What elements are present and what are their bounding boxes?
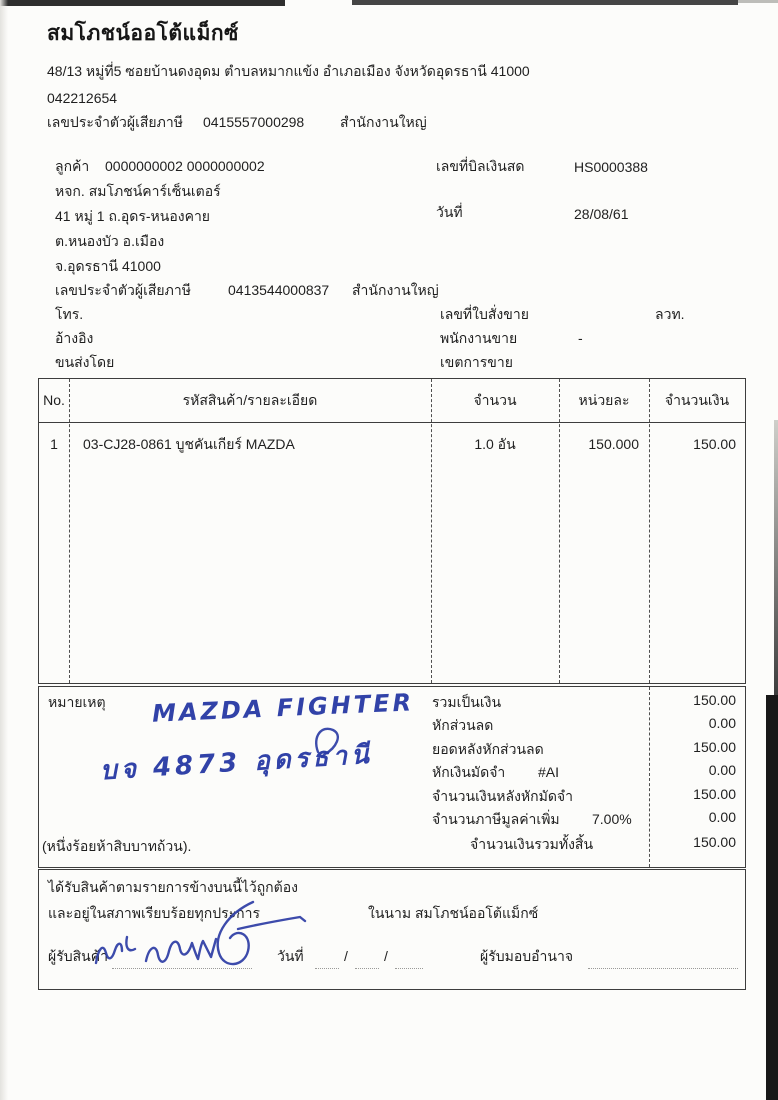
sale-order-label: เลขที่ใบสั่งขาย [440, 306, 529, 322]
scan-edge-top-right [352, 0, 738, 5]
sale-area-label: เขตการขาย [440, 354, 513, 370]
customer-branch: สำนักงานใหญ่ [352, 282, 439, 298]
date-slash-2: / [384, 948, 388, 964]
authorized-label: ผู้รับมอบอำนาจ [480, 948, 574, 964]
salesperson-value: - [578, 330, 583, 346]
bill-date-label: วันที่ [436, 204, 463, 220]
footer-date-label: วันที่ [277, 948, 304, 964]
summary-amount-deposit: 0.00 [708, 762, 736, 778]
customer-label: ลูกค้า [55, 158, 90, 174]
summary-amount-discount: 0.00 [708, 715, 736, 731]
company-name: สมโภชน์ออโต้แม็กซ์ [47, 22, 239, 45]
company-branch: สำนักงานใหญ่ [340, 114, 427, 130]
receiver-signature-line [112, 968, 252, 969]
scan-edge-top-corner [738, 0, 778, 3]
company-tax-id: 0415557000298 [203, 114, 305, 130]
table-col-line-1 [69, 379, 70, 683]
col-header-qty: จำนวน [473, 392, 517, 408]
phone-label: โทร. [55, 306, 84, 322]
scan-edge-top-left [0, 0, 285, 6]
company-tax-id-label: เลขประจำตัวผู้เสียภาษี [47, 114, 183, 130]
reference-label: อ้างอิง [55, 330, 94, 346]
amount-in-words: (หนึ่งร้อยห้าสิบบาทถ้วน). [42, 838, 192, 854]
table-col-line-2 [431, 379, 432, 683]
salesperson-label: พนักงานขาย [440, 330, 518, 346]
bill-no-label: เลขที่บิลเงินสด [436, 158, 525, 174]
summary-label-after-discount: ยอดหลังหักส่วนลด [432, 741, 544, 757]
customer-address2: ต.หนองบัว อ.เมือง [55, 233, 165, 249]
item-row-description: 03-CJ28-0861 บูชคันเกียร์ MAZDA [83, 436, 295, 452]
lwt-label: ลวท. [655, 306, 685, 322]
table-col-line-4 [649, 379, 650, 683]
col-header-description: รหัสสินค้า/รายละเอียด [182, 392, 318, 408]
summary-label-grand-total: จำนวนเงินรวมทั้งสิ้น [470, 836, 594, 852]
scan-edge-right-upper [774, 420, 778, 700]
items-table [38, 378, 746, 684]
summary-label-discount: หักส่วนลด [432, 717, 494, 733]
date-slash-1: / [344, 948, 348, 964]
summary-amount-after-deposit: 150.00 [693, 786, 736, 802]
col-header-no: No. [43, 392, 65, 408]
col-header-unit-price: หน่วยละ [578, 392, 630, 408]
scan-edge-left [0, 0, 8, 1100]
customer-address1: 41 หมู่ 1 ถ.อุดร-หนองคาย [55, 208, 211, 224]
customer-name: หจก. สมโภชน์คาร์เซ็นเตอร์ [55, 183, 221, 199]
summary-deposit-code: #AI [538, 764, 560, 780]
item-row-amount: 150.00 [693, 436, 736, 452]
item-row-qty: 1.0 อัน [474, 436, 516, 452]
company-address: 48/13 หมู่ที่5 ซอยบ้านดงอุดม ตำบลหมากแข้ง อำเภอเมือง จังหวัดอุดรธานี 41000 [47, 63, 530, 79]
handwritten-license-plate: บจ 4873 อุดรธานี [99, 739, 374, 787]
customer-address3: จ.อุดรธานี 41000 [55, 258, 161, 274]
bill-date: 28/08/61 [574, 206, 629, 222]
summary-label-after-deposit: จำนวนเงินหลังหักมัดจำ [432, 788, 573, 804]
summary-label-vat: จำนวนภาษีมูลค่าเพิ่ม [432, 811, 560, 827]
received-statement-line2: และอยู่ในสภาพเรียบร้อยทุกประการ [48, 905, 261, 921]
summary-amount-after-discount: 150.00 [693, 739, 736, 755]
handwritten-vehicle-model: MAZDA FIGHTER [151, 688, 415, 728]
shipped-by-label: ขนส่งโดย [55, 354, 115, 370]
bill-no: HS0000388 [574, 159, 648, 175]
customer-code: 0000000002 0000000002 [105, 158, 265, 174]
table-col-line-3 [559, 379, 560, 683]
date-month-line [355, 968, 379, 969]
received-statement-line1: ได้รับสินค้าตามรายการข้างบนนี้ไว้ถูกต้อง [48, 879, 298, 895]
item-row-no: 1 [50, 436, 58, 452]
summary-amount-subtotal: 150.00 [693, 692, 736, 708]
customer-tax-id-label: เลขประจำตัวผู้เสียภาษี [55, 282, 191, 298]
summary-amount-grand-total: 150.00 [693, 834, 736, 850]
customer-tax-id: 0413544000837 [228, 282, 330, 298]
summary-vat-rate: 7.00% [592, 811, 632, 827]
company-phone: 042212654 [47, 90, 118, 106]
summary-amount-vat: 0.00 [708, 809, 736, 825]
table-header-rule [39, 422, 745, 423]
col-header-amount: จำนวนเงิน [664, 392, 730, 408]
note-label: หมายเหตุ [48, 694, 106, 710]
summary-label-subtotal: รวมเป็นเงิน [432, 694, 502, 710]
authorized-signature-line [588, 968, 738, 969]
item-row-unit-price: 150.000 [588, 436, 639, 452]
receiver-label: ผู้รับสินค้า [48, 948, 108, 964]
scan-edge-right-lower [766, 695, 778, 1100]
summary-label-deposit: หักเงินมัดจำ [432, 764, 506, 780]
date-year-line [395, 968, 423, 969]
on-behalf-of: ในนาม สมโภชน์ออโต้แม็กซ์ [368, 905, 539, 921]
date-day-line [315, 968, 339, 969]
